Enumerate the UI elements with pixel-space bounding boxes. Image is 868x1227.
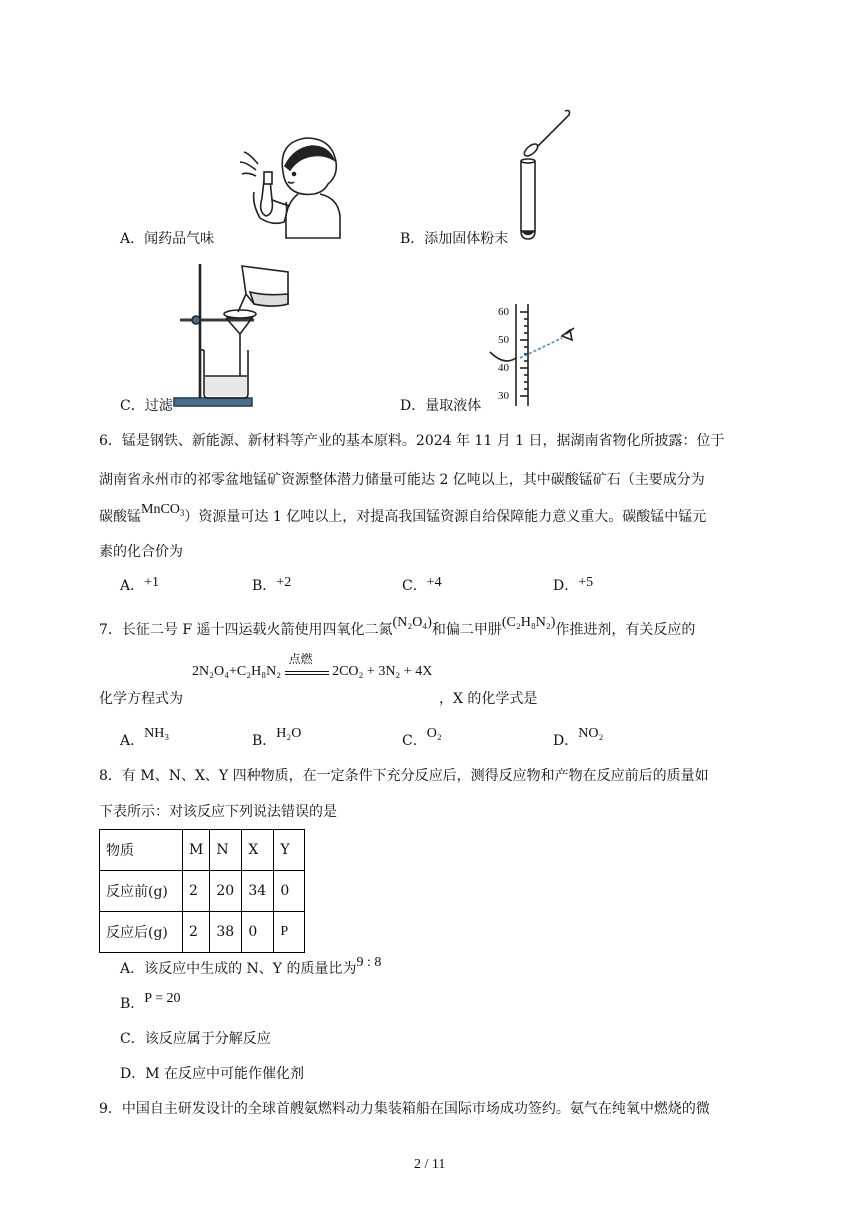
q7-option-b: B．H₂O — [252, 726, 302, 749]
q9-line-1: 9．中国自主研发设计的全球首艘氨燃料动力集装箱船在国际市场成功签约。氨气在纯氧中燃烧的微 — [99, 1101, 710, 1117]
q6-line-1: 6．锰是钢铁、新能源、新材料等产业的基本原料。2024 年 11 月 1 日，据湖南省物化所披露：位于 — [99, 433, 725, 449]
test-tube-spoon-illustration — [515, 107, 575, 242]
q8-option-c: C．该反应属于分解反应 — [120, 1031, 271, 1047]
q5-option-c: C．过滤 — [120, 398, 173, 414]
q5-option-d: D．量取液体 — [400, 398, 482, 414]
boy-smelling-illustration — [228, 132, 348, 242]
q5-option-a: A．闻药品气味 — [120, 231, 215, 247]
q8-line-2: 下表所示：对该反应下列说法错误的是 — [99, 804, 337, 820]
cylinder-tick-50: 50 — [498, 334, 509, 346]
table-cell: Y — [274, 830, 305, 871]
table-cell: 2 — [183, 871, 210, 912]
q7-line-1: 7．长征二号 F 遥十四运载火箭使用四氧化二氮(N₂O₄)和偏二甲肼(C₂H₈N₂)作推进剂，有关反应的 — [99, 615, 696, 638]
table-cell: X — [242, 830, 274, 871]
q6-line-2: 湖南省永州市的祁零盆地锰矿资源整体潜力储量可能达 2 亿吨以上，其中碳酸锰矿石（主要成分为 — [99, 472, 705, 488]
q6-line-3: 碳酸锰MnCO$_3$）资源量可达 1 亿吨以上，对提高我国锰资源自给保障能力意义重大。碳酸锰中锰元 — [99, 502, 707, 525]
table-cell: 20 — [210, 871, 242, 912]
q8-option-b: B．P = 20 — [120, 991, 181, 1012]
q7-line-2-pre: 化学方程式为 — [99, 691, 183, 707]
table-cell: N — [210, 830, 242, 871]
cylinder-tick-60: 60 — [498, 306, 509, 318]
cylinder-tick-30: 30 — [498, 390, 509, 402]
table-cell: 物质 — [100, 830, 183, 871]
q7-option-c: C．O₂ — [402, 726, 442, 749]
table-cell: 0 — [242, 912, 274, 953]
table-row — [100, 912, 305, 953]
cylinder-tick-40: 40 — [498, 362, 509, 374]
table-cell: 2 — [183, 912, 210, 953]
table-cell: 38 — [210, 912, 242, 953]
filtration-apparatus-illustration — [170, 258, 300, 410]
q6-option-a: A．+1 — [120, 575, 160, 594]
q6-option-c: C．+4 — [402, 575, 442, 594]
table-cell: 34 — [242, 871, 274, 912]
table-cell: 反应后(g) — [100, 912, 183, 953]
page-number: 2 / 11 — [414, 1157, 446, 1172]
q8-option-d: D．M 在反应中可能作催化剂 — [120, 1066, 305, 1082]
table-row — [100, 830, 305, 871]
table-cell: 反应前(g) — [100, 871, 183, 912]
q5-option-b: B．添加固体粉末 — [400, 231, 509, 247]
q8-line-1: 8．有 M、N、X、Y 四种物质，在一定条件下充分反应后，测得反应物和产物在反应前后的质量如 — [99, 768, 709, 784]
table-cell: M — [183, 830, 210, 871]
q7-line-2-post: ，X 的化学式是 — [439, 691, 538, 707]
table-row — [100, 871, 305, 912]
q8-option-a: A．该反应中生成的 N、Y 的质量比为9 : 8 — [120, 955, 382, 977]
table-cell: P — [274, 912, 305, 953]
q6-option-d: D．+5 — [553, 575, 594, 594]
q7-option-d: D．NO₂ — [553, 726, 604, 749]
table-cell: 0 — [274, 871, 305, 912]
q7-reaction-condition: 点燃 — [288, 652, 313, 666]
q6-option-b: B．+2 — [252, 575, 292, 594]
q6-line-4: 素的化合价为 — [99, 544, 183, 560]
q7-option-a: A．NH₃ — [120, 726, 170, 749]
q8-mass-table — [99, 829, 305, 953]
q7-equation: 2N₂O₄+C₂H₈N₂ 点燃 2CO₂ + 3N₂ + 4X — [192, 652, 433, 679]
